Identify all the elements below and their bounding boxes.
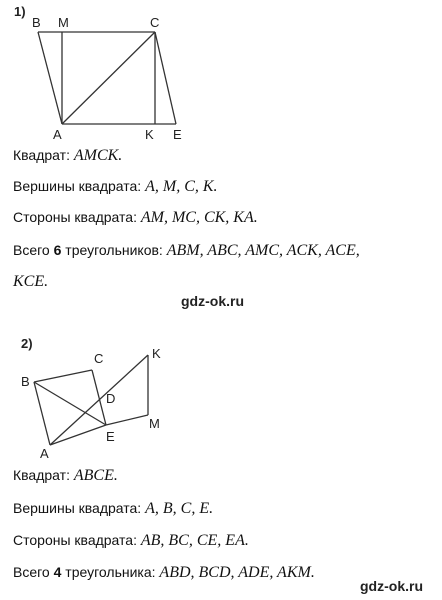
part1-number: 1) xyxy=(14,4,26,19)
label-a: A xyxy=(40,446,49,461)
sides-label: Стороны квадрата: xyxy=(13,532,137,548)
total-list-cont: KCE. xyxy=(13,273,49,290)
part1-total-line xyxy=(13,242,360,260)
sides-value: AM, MC, CK, KA. xyxy=(140,209,258,226)
part2-square-line xyxy=(13,467,118,485)
vertices-value: A, B, C, E. xyxy=(145,500,214,517)
vertices-value: A, M, C, K. xyxy=(145,178,218,195)
segment-ac xyxy=(62,32,155,124)
label-k: K xyxy=(145,127,154,142)
total-prefix: Всего xyxy=(13,564,54,580)
label-e: E xyxy=(106,429,115,444)
label-a: A xyxy=(53,127,62,142)
watermark-bottom: gdz-ok.ru xyxy=(360,578,423,594)
segment-ce xyxy=(92,370,106,425)
segment-ce xyxy=(155,32,176,124)
label-m: M xyxy=(58,15,69,30)
total-suffix: треугольников: xyxy=(61,242,167,258)
label-d: D xyxy=(106,391,116,406)
square-value: AMCK. xyxy=(73,147,123,164)
figure-2 xyxy=(0,330,442,465)
part1-square-line xyxy=(13,147,122,165)
vertices-label: Вершины квадрата: xyxy=(13,500,142,516)
label-b: B xyxy=(21,374,30,389)
sides-label: Стороны квадрата: xyxy=(13,209,137,225)
label-c: C xyxy=(94,351,104,366)
segment-ba xyxy=(34,382,50,445)
vertices-label: Вершины квадрата: xyxy=(13,178,142,194)
part1-vertices-line xyxy=(13,178,218,196)
total-list: ABM, ABC, AMC, ACK, ACE, xyxy=(166,242,360,259)
part2-number: 2) xyxy=(21,336,33,351)
part2-sides-line xyxy=(13,532,249,550)
label-b: B xyxy=(32,15,41,30)
total-prefix: Всего xyxy=(13,242,54,258)
label-c: C xyxy=(150,15,160,30)
square-value: ABCE. xyxy=(73,467,118,484)
segment-ae xyxy=(50,425,106,445)
part2-total-line xyxy=(13,564,315,582)
part2-vertices-line xyxy=(13,500,213,518)
square-label: Квадрат: xyxy=(13,467,70,483)
total-suffix: треугольника: xyxy=(61,564,160,580)
part1-sides-line xyxy=(13,209,258,227)
part1-total-line-cont xyxy=(13,273,48,291)
total-list: ABD, BCD, ADE, AKM. xyxy=(159,564,315,581)
total-count: 4 xyxy=(53,564,62,580)
label-e: E xyxy=(173,127,182,142)
square-label: Квадрат: xyxy=(13,147,70,163)
label-m: M xyxy=(149,416,160,431)
watermark-mid: gdz-ok.ru xyxy=(181,293,244,309)
segment-ba xyxy=(38,32,62,124)
figure-1 xyxy=(0,0,442,145)
sides-value: AB, BC, CE, EA. xyxy=(140,532,249,549)
label-k: K xyxy=(152,346,161,361)
segment-em xyxy=(106,415,148,425)
segment-bc xyxy=(34,370,92,382)
total-count: 6 xyxy=(53,242,62,258)
